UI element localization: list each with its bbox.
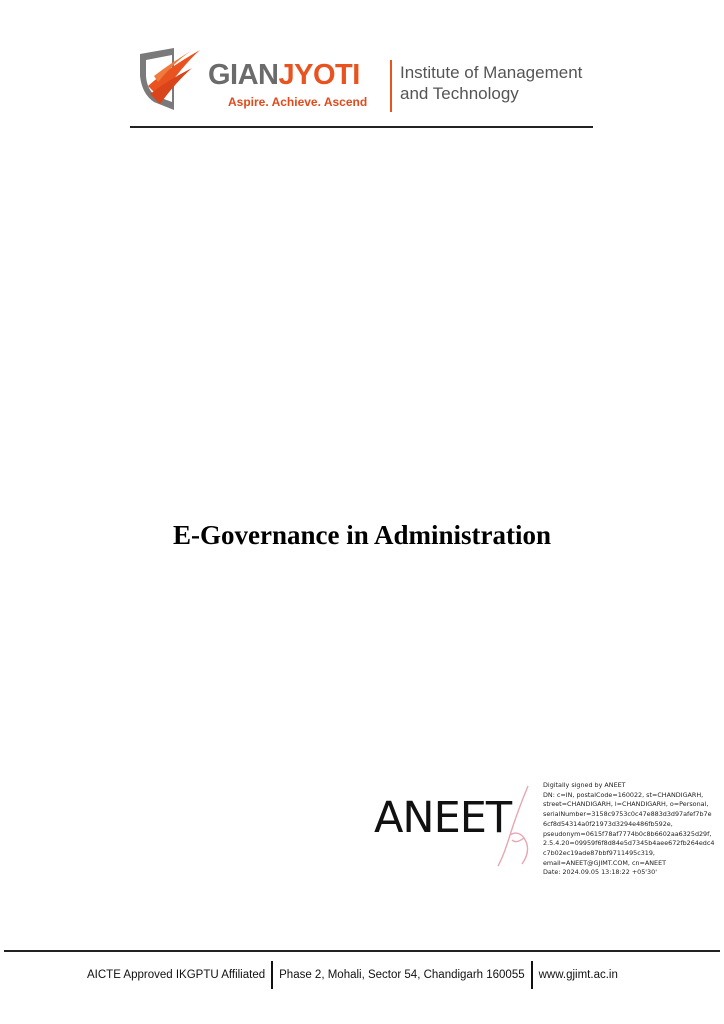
signature-detail-line: DN: c=IN, postalCode=160022, st=CHANDIGARH, [543, 790, 704, 799]
footer-approval: AICTE Approved IKGPTU Affiliated [87, 969, 266, 981]
institute-name-line1: Institute of Management [400, 63, 583, 82]
signature-detail-line: email=ANEET@GJIMT.COM, cn=ANEET [543, 858, 667, 867]
footer-divider [4, 950, 720, 952]
brand-name-part2: JYOTI [278, 59, 360, 91]
logo-divider [390, 60, 392, 112]
brand-name [208, 60, 360, 90]
footer-website-link[interactable]: www.gjimt.ac.in [538, 969, 618, 981]
document-title: E-Governance in Administration [172, 520, 551, 550]
signature-detail-line: 2.5.4.20=09959f6f8d84e5d7345b4aee672fb264edc4 [543, 839, 715, 848]
footer [87, 960, 618, 990]
signature-name: ANEET [374, 793, 512, 843]
signature-detail-line: serialNumber=3158c9753c0c47e883d3d97afef7b7e [543, 810, 712, 819]
footer-address: Phase 2, Mohali, Sector 54, Chandigarh 160055 [279, 969, 525, 981]
brand-name-part1: GIAN [208, 59, 279, 91]
footer-separator [271, 961, 273, 989]
institute-logo [130, 40, 593, 130]
signature-detail-line: Digitally signed by ANEET [543, 781, 626, 789]
signature-detail-line: pseudonym=0615f78af7774b0c8b6602aa6325d29f, [543, 829, 712, 838]
signature-detail-line: c7b02ec19ade87bbf9711495c319, [543, 848, 655, 857]
institute-name-line2: and Technology [400, 84, 519, 103]
signature-detail-line: 6cf8d54314a0f21973d3294e486fb592e, [543, 819, 673, 828]
institute-name [400, 62, 582, 104]
header-divider [130, 126, 593, 128]
brand-tagline: Aspire. Achieve. Ascend [228, 95, 368, 109]
footer-separator [531, 961, 533, 989]
signature-detail-line: Date: 2024.09.05 13:18:22 +05'30' [543, 868, 657, 877]
shield-logo-icon [134, 46, 202, 116]
digital-signature-details [543, 781, 723, 878]
signature-detail-line: street=CHANDIGARH, l=CHANDIGARH, o=Personal, [543, 800, 709, 809]
